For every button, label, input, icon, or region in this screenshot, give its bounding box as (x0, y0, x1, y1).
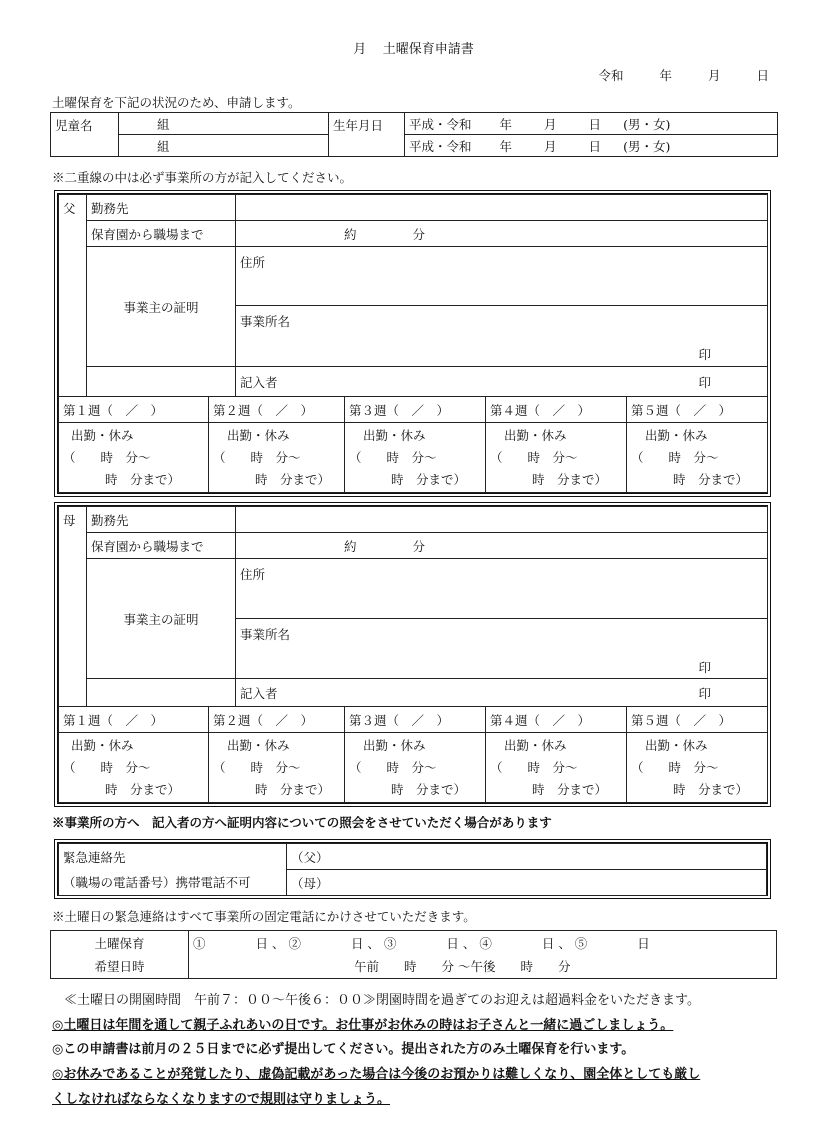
mother-seal-1: 印 (698, 659, 712, 675)
father-week-4-hours[interactable]: 出勤・休み （ 時 分～ 時 分まで） (486, 423, 627, 493)
footer-line-3a: ◎お休みであることが発覚したり、虚偽記載があった場合は今後のお預かりは難しくなり、園全体としても厳し (52, 1067, 701, 1082)
mother-address-field[interactable]: 住所 (236, 559, 768, 618)
mother-writer-field[interactable]: 記入者 印 (236, 678, 768, 706)
father-cert-label: 事業主の証明 (87, 247, 236, 367)
double-line-notice: ※二重線の中は必ず事業所の方が記入してください。 (52, 170, 353, 185)
class-field-1[interactable]: 組 (119, 113, 329, 135)
hours-note: ≪土曜日の開園時間 午前７：００～午後６：００≫閉園時間を過ぎてのお迎えは超過料金をいただきます。 (64, 993, 700, 1008)
request-label-1: 土曜保育 (51, 931, 189, 955)
footer-line-2: ◎この申請書は前月の２５日までに必ず提出してください。提出された方のみ土曜保育を行います。 (52, 1042, 635, 1057)
mother-commute-field[interactable]: 約 分 (236, 533, 768, 559)
form-title: 土曜保育申請書 (382, 42, 474, 57)
emergency-section (54, 839, 771, 899)
mother-workplace-field[interactable] (236, 507, 768, 533)
mother-week-4-hours[interactable]: 出勤・休み （ 時 分～ 時 分まで） (486, 733, 627, 803)
mother-cert-label: 事業主の証明 (87, 559, 236, 679)
mother-week-2-hours[interactable]: 出勤・休み （ 時 分～ 時 分まで） (209, 733, 345, 803)
birth-date-label: 生年月日 (329, 113, 405, 157)
father-address-field[interactable]: 住所 (236, 247, 768, 306)
emergency-mother-field[interactable]: （母） (287, 870, 767, 896)
era-label: 令和 (598, 68, 624, 83)
mother-week-3-hours[interactable]: 出勤・休み （ 時 分～ 時 分まで） (345, 733, 486, 803)
mother-commute-label: 保育園から職場まで (87, 533, 236, 559)
request-dates-field[interactable]: ① 日 、 ② 日 、 ③ 日 、 ④ 日 、 ⑤ 日 (189, 931, 777, 955)
father-section (54, 190, 771, 497)
father-workplace-label: 勤務先 (87, 195, 236, 221)
request-times-field[interactable]: 午前 時 分 ～午後 時 分 (189, 955, 777, 979)
father-week-4[interactable]: 第４週（ ／ ） (486, 397, 627, 423)
footer-line-1: ◎土曜日は年間を通して親子ふれあいの日です。お仕事がお休みの時はお子さんと一緒に過ごしましょう。 (52, 1018, 674, 1033)
father-week-5[interactable]: 第５週（ ／ ） (627, 397, 768, 423)
father-label: 父 (59, 195, 87, 397)
footer-line-3b: くしなければならなくなりますので規則は守りましょう。 (52, 1092, 391, 1107)
request-table (50, 930, 777, 979)
mother-week-3[interactable]: 第３週（ ／ ） (345, 707, 486, 733)
child-table (50, 112, 778, 157)
mother-week-1[interactable]: 第１週（ ／ ） (59, 707, 209, 733)
father-week-2-hours[interactable]: 出勤・休み （ 時 分～ 時 分まで） (209, 423, 345, 493)
father-week-1-hours[interactable]: 出勤・休み （ 時 分～ 時 分まで） (59, 423, 209, 493)
mother-label: 母 (59, 507, 87, 707)
mother-workplace-label: 勤務先 (87, 507, 236, 533)
month-label: 月 (708, 68, 721, 83)
father-seal-1: 印 (698, 347, 712, 363)
mother-week-2[interactable]: 第２週（ ／ ） (209, 707, 345, 733)
emergency-sub-label: （職場の電話番号）携帯電話不可 (59, 870, 287, 896)
father-commute-field[interactable]: 約 分 (236, 221, 768, 247)
mother-week-1-hours[interactable]: 出勤・休み （ 時 分～ 時 分まで） (59, 733, 209, 803)
father-commute-label: 保育園から職場まで (87, 221, 236, 247)
mother-week-5-hours[interactable]: 出勤・休み （ 時 分～ 時 分まで） (627, 733, 768, 803)
birth-date-field-1[interactable]: 平成・令和 年 月 日 (男・女) (405, 113, 778, 135)
child-name-label: 児童名 (51, 113, 119, 157)
father-week-5-hours[interactable]: 出勤・休み （ 時 分～ 時 分まで） (627, 423, 768, 493)
office-notice: ※事業所の方へ 記入者の方へ証明内容についての照会をさせていただく場合があります (52, 815, 552, 830)
mother-week-5[interactable]: 第５週（ ／ ） (627, 707, 768, 733)
class-field-2[interactable]: 組 (119, 135, 329, 157)
father-writer-field[interactable]: 記入者 印 (236, 366, 768, 396)
month-blank-label: 月 (353, 42, 367, 57)
father-week-1[interactable]: 第１週（ ／ ） (59, 397, 209, 423)
date-line (599, 66, 769, 84)
birth-date-field-2[interactable]: 平成・令和 年 月 日 (男・女) (405, 135, 778, 157)
emergency-father-field[interactable]: （父） (287, 844, 767, 870)
day-label: 日 (756, 68, 769, 83)
father-week-3-hours[interactable]: 出勤・休み （ 時 分～ 時 分まで） (345, 423, 486, 493)
year-label: 年 (659, 68, 673, 83)
page-title (0, 38, 827, 57)
intro-text: 土曜保育を下記の状況のため、申請します。 (52, 95, 301, 110)
emergency-note: ※土曜日の緊急連絡はすべて事業所の固定電話にかけさせていただきます。 (52, 909, 476, 924)
father-workplace-field[interactable] (236, 195, 768, 221)
emergency-label: 緊急連絡先 (59, 844, 287, 870)
mother-office-field[interactable]: 事業所名 印 (236, 618, 768, 678)
mother-week-4[interactable]: 第４週（ ／ ） (486, 707, 627, 733)
request-label-2: 希望日時 (51, 955, 189, 979)
father-office-field[interactable]: 事業所名 印 (236, 306, 768, 366)
father-week-2[interactable]: 第２週（ ／ ） (209, 397, 345, 423)
father-week-3[interactable]: 第３週（ ／ ） (345, 397, 486, 423)
mother-section (54, 502, 771, 807)
